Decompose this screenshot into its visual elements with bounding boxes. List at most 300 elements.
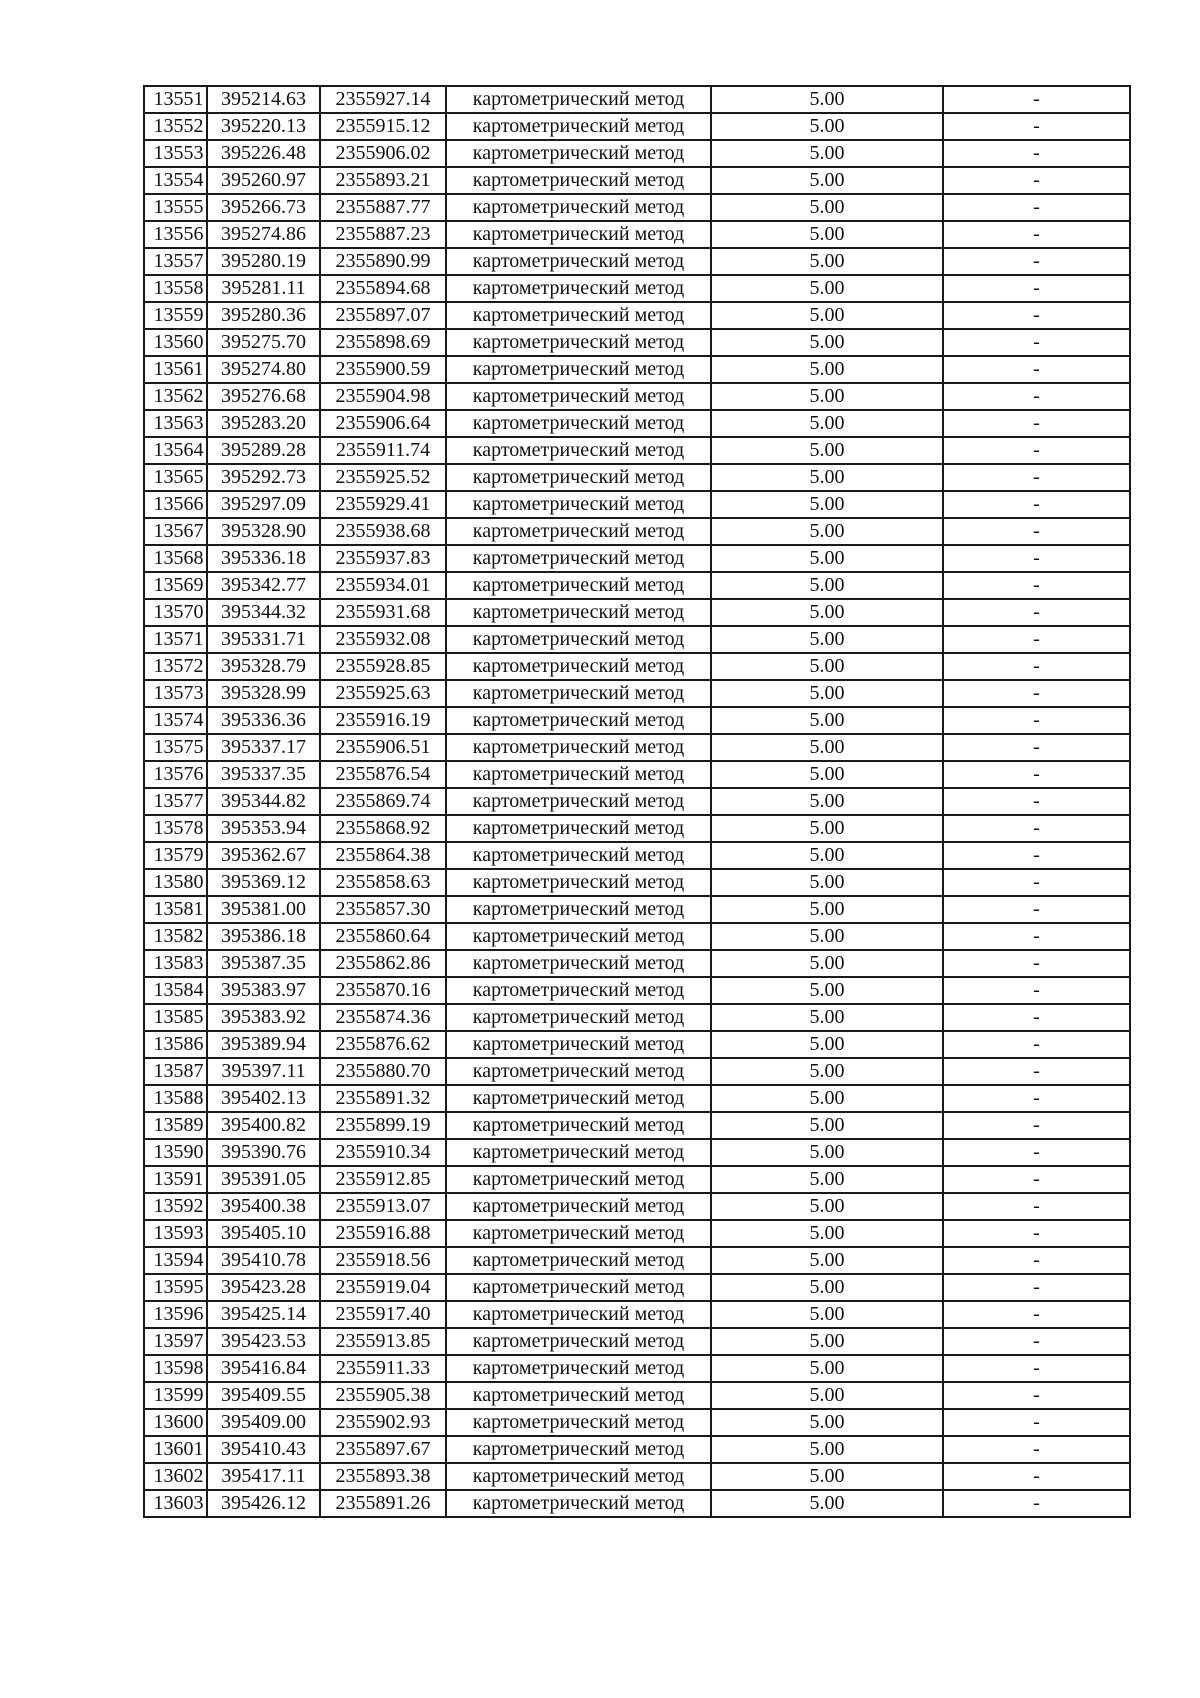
method-cell: картометрический метод [446,1220,711,1247]
description-cell: - [943,599,1130,626]
method-cell: картометрический метод [446,464,711,491]
method-cell: картометрический метод [446,329,711,356]
method-cell: картометрический метод [446,1085,711,1112]
point-number-cell: 13581 [144,896,207,923]
point-number-cell: 13584 [144,977,207,1004]
table-row [144,140,1130,167]
y-coordinate-cell: 2355916.19 [320,707,446,734]
table-row [144,194,1130,221]
accuracy-cell: 5.00 [711,248,943,275]
description-cell: - [943,896,1130,923]
y-coordinate-cell: 2355857.30 [320,896,446,923]
description-cell: - [943,437,1130,464]
y-coordinate-cell: 2355874.36 [320,1004,446,1031]
point-number-cell: 13556 [144,221,207,248]
y-coordinate-cell: 2355894.68 [320,275,446,302]
description-cell: - [943,194,1130,221]
method-cell: картометрический метод [446,599,711,626]
method-cell: картометрический метод [446,1274,711,1301]
x-coordinate-cell: 395387.35 [207,950,320,977]
y-coordinate-cell: 2355869.74 [320,788,446,815]
y-coordinate-cell: 2355864.38 [320,842,446,869]
point-number-cell: 13553 [144,140,207,167]
accuracy-cell: 5.00 [711,788,943,815]
x-coordinate-cell: 395289.28 [207,437,320,464]
y-coordinate-cell: 2355876.54 [320,761,446,788]
description-cell: - [943,167,1130,194]
accuracy-cell: 5.00 [711,140,943,167]
description-cell: - [943,302,1130,329]
x-coordinate-cell: 395409.55 [207,1382,320,1409]
x-coordinate-cell: 395266.73 [207,194,320,221]
accuracy-cell: 5.00 [711,491,943,518]
method-cell: картометрический метод [446,680,711,707]
x-coordinate-cell: 395336.18 [207,545,320,572]
accuracy-cell: 5.00 [711,302,943,329]
x-coordinate-cell: 395281.11 [207,275,320,302]
description-cell: - [943,869,1130,896]
point-number-cell: 13560 [144,329,207,356]
accuracy-cell: 5.00 [711,194,943,221]
point-number-cell: 13594 [144,1247,207,1274]
method-cell: картометрический метод [446,1112,711,1139]
point-number-cell: 13595 [144,1274,207,1301]
point-number-cell: 13596 [144,1301,207,1328]
description-cell: - [943,1382,1130,1409]
table-row [144,275,1130,302]
description-cell: - [943,842,1130,869]
method-cell: картометрический метод [446,1247,711,1274]
point-number-cell: 13597 [144,1328,207,1355]
table-row [144,923,1130,950]
point-number-cell: 13573 [144,680,207,707]
point-number-cell: 13572 [144,653,207,680]
x-coordinate-cell: 395383.92 [207,1004,320,1031]
x-coordinate-cell: 395214.63 [207,86,320,113]
accuracy-cell: 5.00 [711,869,943,896]
description-cell: - [943,140,1130,167]
point-number-cell: 13575 [144,734,207,761]
y-coordinate-cell: 2355897.07 [320,302,446,329]
point-number-cell: 13562 [144,383,207,410]
method-cell: картометрический метод [446,1031,711,1058]
y-coordinate-cell: 2355880.70 [320,1058,446,1085]
accuracy-cell: 5.00 [711,950,943,977]
table-row [144,1004,1130,1031]
description-cell: - [943,572,1130,599]
description-cell: - [943,1085,1130,1112]
description-cell: - [943,977,1130,1004]
table-row [144,1382,1130,1409]
y-coordinate-cell: 2355906.64 [320,410,446,437]
accuracy-cell: 5.00 [711,545,943,572]
point-number-cell: 13593 [144,1220,207,1247]
point-number-cell: 13557 [144,248,207,275]
x-coordinate-cell: 395405.10 [207,1220,320,1247]
table-row [144,1031,1130,1058]
description-cell: - [943,707,1130,734]
y-coordinate-cell: 2355937.83 [320,545,446,572]
table-row [144,464,1130,491]
method-cell: картометрический метод [446,194,711,221]
point-number-cell: 13602 [144,1463,207,1490]
accuracy-cell: 5.00 [711,1004,943,1031]
x-coordinate-cell: 395400.82 [207,1112,320,1139]
y-coordinate-cell: 2355910.34 [320,1139,446,1166]
point-number-cell: 13590 [144,1139,207,1166]
x-coordinate-cell: 395336.36 [207,707,320,734]
description-cell: - [943,680,1130,707]
accuracy-cell: 5.00 [711,599,943,626]
accuracy-cell: 5.00 [711,572,943,599]
y-coordinate-cell: 2355897.67 [320,1436,446,1463]
method-cell: картометрический метод [446,518,711,545]
description-cell: - [943,221,1130,248]
table-row [144,167,1130,194]
y-coordinate-cell: 2355917.40 [320,1301,446,1328]
y-coordinate-cell: 2355911.33 [320,1355,446,1382]
accuracy-cell: 5.00 [711,1058,943,1085]
table-row [144,626,1130,653]
point-number-cell: 13582 [144,923,207,950]
description-cell: - [943,410,1130,437]
accuracy-cell: 5.00 [711,1274,943,1301]
description-cell: - [943,1409,1130,1436]
point-number-cell: 13569 [144,572,207,599]
method-cell: картометрический метод [446,653,711,680]
y-coordinate-cell: 2355938.68 [320,518,446,545]
method-cell: картометрический метод [446,1193,711,1220]
table-row [144,1355,1130,1382]
x-coordinate-cell: 395337.17 [207,734,320,761]
table-row [144,1166,1130,1193]
point-number-cell: 13574 [144,707,207,734]
method-cell: картометрический метод [446,1301,711,1328]
method-cell: картометрический метод [446,1355,711,1382]
y-coordinate-cell: 2355906.02 [320,140,446,167]
x-coordinate-cell: 395297.09 [207,491,320,518]
y-coordinate-cell: 2355913.07 [320,1193,446,1220]
table-row [144,329,1130,356]
x-coordinate-cell: 395274.80 [207,356,320,383]
point-number-cell: 13587 [144,1058,207,1085]
table-row [144,86,1130,113]
description-cell: - [943,788,1130,815]
description-cell: - [943,761,1130,788]
accuracy-cell: 5.00 [711,1463,943,1490]
x-coordinate-cell: 395220.13 [207,113,320,140]
x-coordinate-cell: 395409.00 [207,1409,320,1436]
description-cell: - [943,248,1130,275]
accuracy-cell: 5.00 [711,167,943,194]
table-row [144,761,1130,788]
point-number-cell: 13601 [144,1436,207,1463]
point-number-cell: 13588 [144,1085,207,1112]
table-row [144,1463,1130,1490]
accuracy-cell: 5.00 [711,1031,943,1058]
table-row [144,356,1130,383]
coordinates-table-body [144,86,1130,1517]
x-coordinate-cell: 395292.73 [207,464,320,491]
method-cell: картометрический метод [446,437,711,464]
method-cell: картометрический метод [446,572,711,599]
accuracy-cell: 5.00 [711,626,943,653]
x-coordinate-cell: 395344.32 [207,599,320,626]
accuracy-cell: 5.00 [711,815,943,842]
point-number-cell: 13554 [144,167,207,194]
accuracy-cell: 5.00 [711,113,943,140]
description-cell: - [943,518,1130,545]
y-coordinate-cell: 2355876.62 [320,1031,446,1058]
y-coordinate-cell: 2355906.51 [320,734,446,761]
point-number-cell: 13558 [144,275,207,302]
accuracy-cell: 5.00 [711,707,943,734]
table-row [144,1139,1130,1166]
y-coordinate-cell: 2355891.32 [320,1085,446,1112]
point-number-cell: 13603 [144,1490,207,1517]
accuracy-cell: 5.00 [711,1193,943,1220]
method-cell: картометрический метод [446,410,711,437]
method-cell: картометрический метод [446,248,711,275]
method-cell: картометрический метод [446,1490,711,1517]
description-cell: - [943,86,1130,113]
accuracy-cell: 5.00 [711,1112,943,1139]
x-coordinate-cell: 395390.76 [207,1139,320,1166]
table-row [144,1085,1130,1112]
description-cell: - [943,1463,1130,1490]
y-coordinate-cell: 2355925.52 [320,464,446,491]
point-number-cell: 13589 [144,1112,207,1139]
point-number-cell: 13571 [144,626,207,653]
description-cell: - [943,383,1130,410]
method-cell: картометрический метод [446,896,711,923]
y-coordinate-cell: 2355900.59 [320,356,446,383]
accuracy-cell: 5.00 [711,977,943,1004]
accuracy-cell: 5.00 [711,86,943,113]
method-cell: картометрический метод [446,275,711,302]
method-cell: картометрический метод [446,383,711,410]
x-coordinate-cell: 395283.20 [207,410,320,437]
accuracy-cell: 5.00 [711,1409,943,1436]
method-cell: картометрический метод [446,140,711,167]
x-coordinate-cell: 395425.14 [207,1301,320,1328]
method-cell: картометрический метод [446,842,711,869]
description-cell: - [943,923,1130,950]
y-coordinate-cell: 2355868.92 [320,815,446,842]
y-coordinate-cell: 2355902.93 [320,1409,446,1436]
description-cell: - [943,356,1130,383]
accuracy-cell: 5.00 [711,275,943,302]
method-cell: картометрический метод [446,491,711,518]
accuracy-cell: 5.00 [711,1328,943,1355]
y-coordinate-cell: 2355887.23 [320,221,446,248]
x-coordinate-cell: 395416.84 [207,1355,320,1382]
table-row [144,572,1130,599]
accuracy-cell: 5.00 [711,518,943,545]
y-coordinate-cell: 2355934.01 [320,572,446,599]
x-coordinate-cell: 395280.36 [207,302,320,329]
description-cell: - [943,491,1130,518]
method-cell: картометрический метод [446,86,711,113]
y-coordinate-cell: 2355929.41 [320,491,446,518]
table-row [144,869,1130,896]
method-cell: картометрический метод [446,1409,711,1436]
y-coordinate-cell: 2355919.04 [320,1274,446,1301]
description-cell: - [943,1436,1130,1463]
x-coordinate-cell: 395391.05 [207,1166,320,1193]
x-coordinate-cell: 395274.86 [207,221,320,248]
description-cell: - [943,626,1130,653]
y-coordinate-cell: 2355860.64 [320,923,446,950]
table-row [144,977,1130,1004]
y-coordinate-cell: 2355890.99 [320,248,446,275]
point-number-cell: 13576 [144,761,207,788]
point-number-cell: 13578 [144,815,207,842]
y-coordinate-cell: 2355899.19 [320,1112,446,1139]
accuracy-cell: 5.00 [711,896,943,923]
accuracy-cell: 5.00 [711,1085,943,1112]
x-coordinate-cell: 395383.97 [207,977,320,1004]
x-coordinate-cell: 395386.18 [207,923,320,950]
point-number-cell: 13563 [144,410,207,437]
description-cell: - [943,1139,1130,1166]
description-cell: - [943,1193,1130,1220]
x-coordinate-cell: 395402.13 [207,1085,320,1112]
accuracy-cell: 5.00 [711,842,943,869]
description-cell: - [943,653,1130,680]
table-row [144,896,1130,923]
accuracy-cell: 5.00 [711,1355,943,1382]
table-row [144,653,1130,680]
method-cell: картометрический метод [446,1436,711,1463]
y-coordinate-cell: 2355925.63 [320,680,446,707]
x-coordinate-cell: 395280.19 [207,248,320,275]
accuracy-cell: 5.00 [711,464,943,491]
description-cell: - [943,1490,1130,1517]
x-coordinate-cell: 395337.35 [207,761,320,788]
y-coordinate-cell: 2355912.85 [320,1166,446,1193]
method-cell: картометрический метод [446,1139,711,1166]
table-row [144,1193,1130,1220]
x-coordinate-cell: 395344.82 [207,788,320,815]
y-coordinate-cell: 2355928.85 [320,653,446,680]
coordinates-table [143,85,1131,1518]
description-cell: - [943,113,1130,140]
point-number-cell: 13598 [144,1355,207,1382]
table-row [144,950,1130,977]
description-cell: - [943,275,1130,302]
x-coordinate-cell: 395397.11 [207,1058,320,1085]
method-cell: картометрический метод [446,626,711,653]
description-cell: - [943,1058,1130,1085]
x-coordinate-cell: 395410.78 [207,1247,320,1274]
method-cell: картометрический метод [446,1004,711,1031]
y-coordinate-cell: 2355916.88 [320,1220,446,1247]
method-cell: картометрический метод [446,113,711,140]
method-cell: картометрический метод [446,707,711,734]
description-cell: - [943,1301,1130,1328]
x-coordinate-cell: 395328.90 [207,518,320,545]
point-number-cell: 13600 [144,1409,207,1436]
y-coordinate-cell: 2355870.16 [320,977,446,1004]
x-coordinate-cell: 395423.28 [207,1274,320,1301]
accuracy-cell: 5.00 [711,356,943,383]
point-number-cell: 13592 [144,1193,207,1220]
table-row [144,545,1130,572]
description-cell: - [943,1247,1130,1274]
table-row [144,113,1130,140]
table-row [144,437,1130,464]
table-row [144,1112,1130,1139]
y-coordinate-cell: 2355862.86 [320,950,446,977]
description-cell: - [943,1355,1130,1382]
table-row [144,491,1130,518]
table-row [144,1328,1130,1355]
x-coordinate-cell: 395328.79 [207,653,320,680]
y-coordinate-cell: 2355905.38 [320,1382,446,1409]
table-row [144,680,1130,707]
description-cell: - [943,1166,1130,1193]
method-cell: картометрический метод [446,869,711,896]
table-row [144,221,1130,248]
x-coordinate-cell: 395369.12 [207,869,320,896]
x-coordinate-cell: 395353.94 [207,815,320,842]
point-number-cell: 13566 [144,491,207,518]
description-cell: - [943,329,1130,356]
description-cell: - [943,545,1130,572]
point-number-cell: 13561 [144,356,207,383]
accuracy-cell: 5.00 [711,1220,943,1247]
description-cell: - [943,1004,1130,1031]
x-coordinate-cell: 395400.38 [207,1193,320,1220]
x-coordinate-cell: 395226.48 [207,140,320,167]
table-row [144,599,1130,626]
table-row [144,1301,1130,1328]
description-cell: - [943,1031,1130,1058]
description-cell: - [943,815,1130,842]
point-number-cell: 13599 [144,1382,207,1409]
accuracy-cell: 5.00 [711,1382,943,1409]
x-coordinate-cell: 395260.97 [207,167,320,194]
table-row [144,410,1130,437]
y-coordinate-cell: 2355932.08 [320,626,446,653]
accuracy-cell: 5.00 [711,383,943,410]
table-row [144,1247,1130,1274]
point-number-cell: 13565 [144,464,207,491]
accuracy-cell: 5.00 [711,329,943,356]
x-coordinate-cell: 395342.77 [207,572,320,599]
y-coordinate-cell: 2355893.38 [320,1463,446,1490]
method-cell: картометрический метод [446,1328,711,1355]
point-number-cell: 13551 [144,86,207,113]
method-cell: картометрический метод [446,356,711,383]
y-coordinate-cell: 2355911.74 [320,437,446,464]
accuracy-cell: 5.00 [711,1139,943,1166]
description-cell: - [943,1220,1130,1247]
x-coordinate-cell: 395423.53 [207,1328,320,1355]
table-row [144,1436,1130,1463]
table-row [144,1490,1130,1517]
method-cell: картометрический метод [446,977,711,1004]
method-cell: картометрический метод [446,221,711,248]
method-cell: картометрический метод [446,1463,711,1490]
x-coordinate-cell: 395381.00 [207,896,320,923]
table-row [144,734,1130,761]
y-coordinate-cell: 2355931.68 [320,599,446,626]
point-number-cell: 13564 [144,437,207,464]
x-coordinate-cell: 395362.67 [207,842,320,869]
x-coordinate-cell: 395389.94 [207,1031,320,1058]
